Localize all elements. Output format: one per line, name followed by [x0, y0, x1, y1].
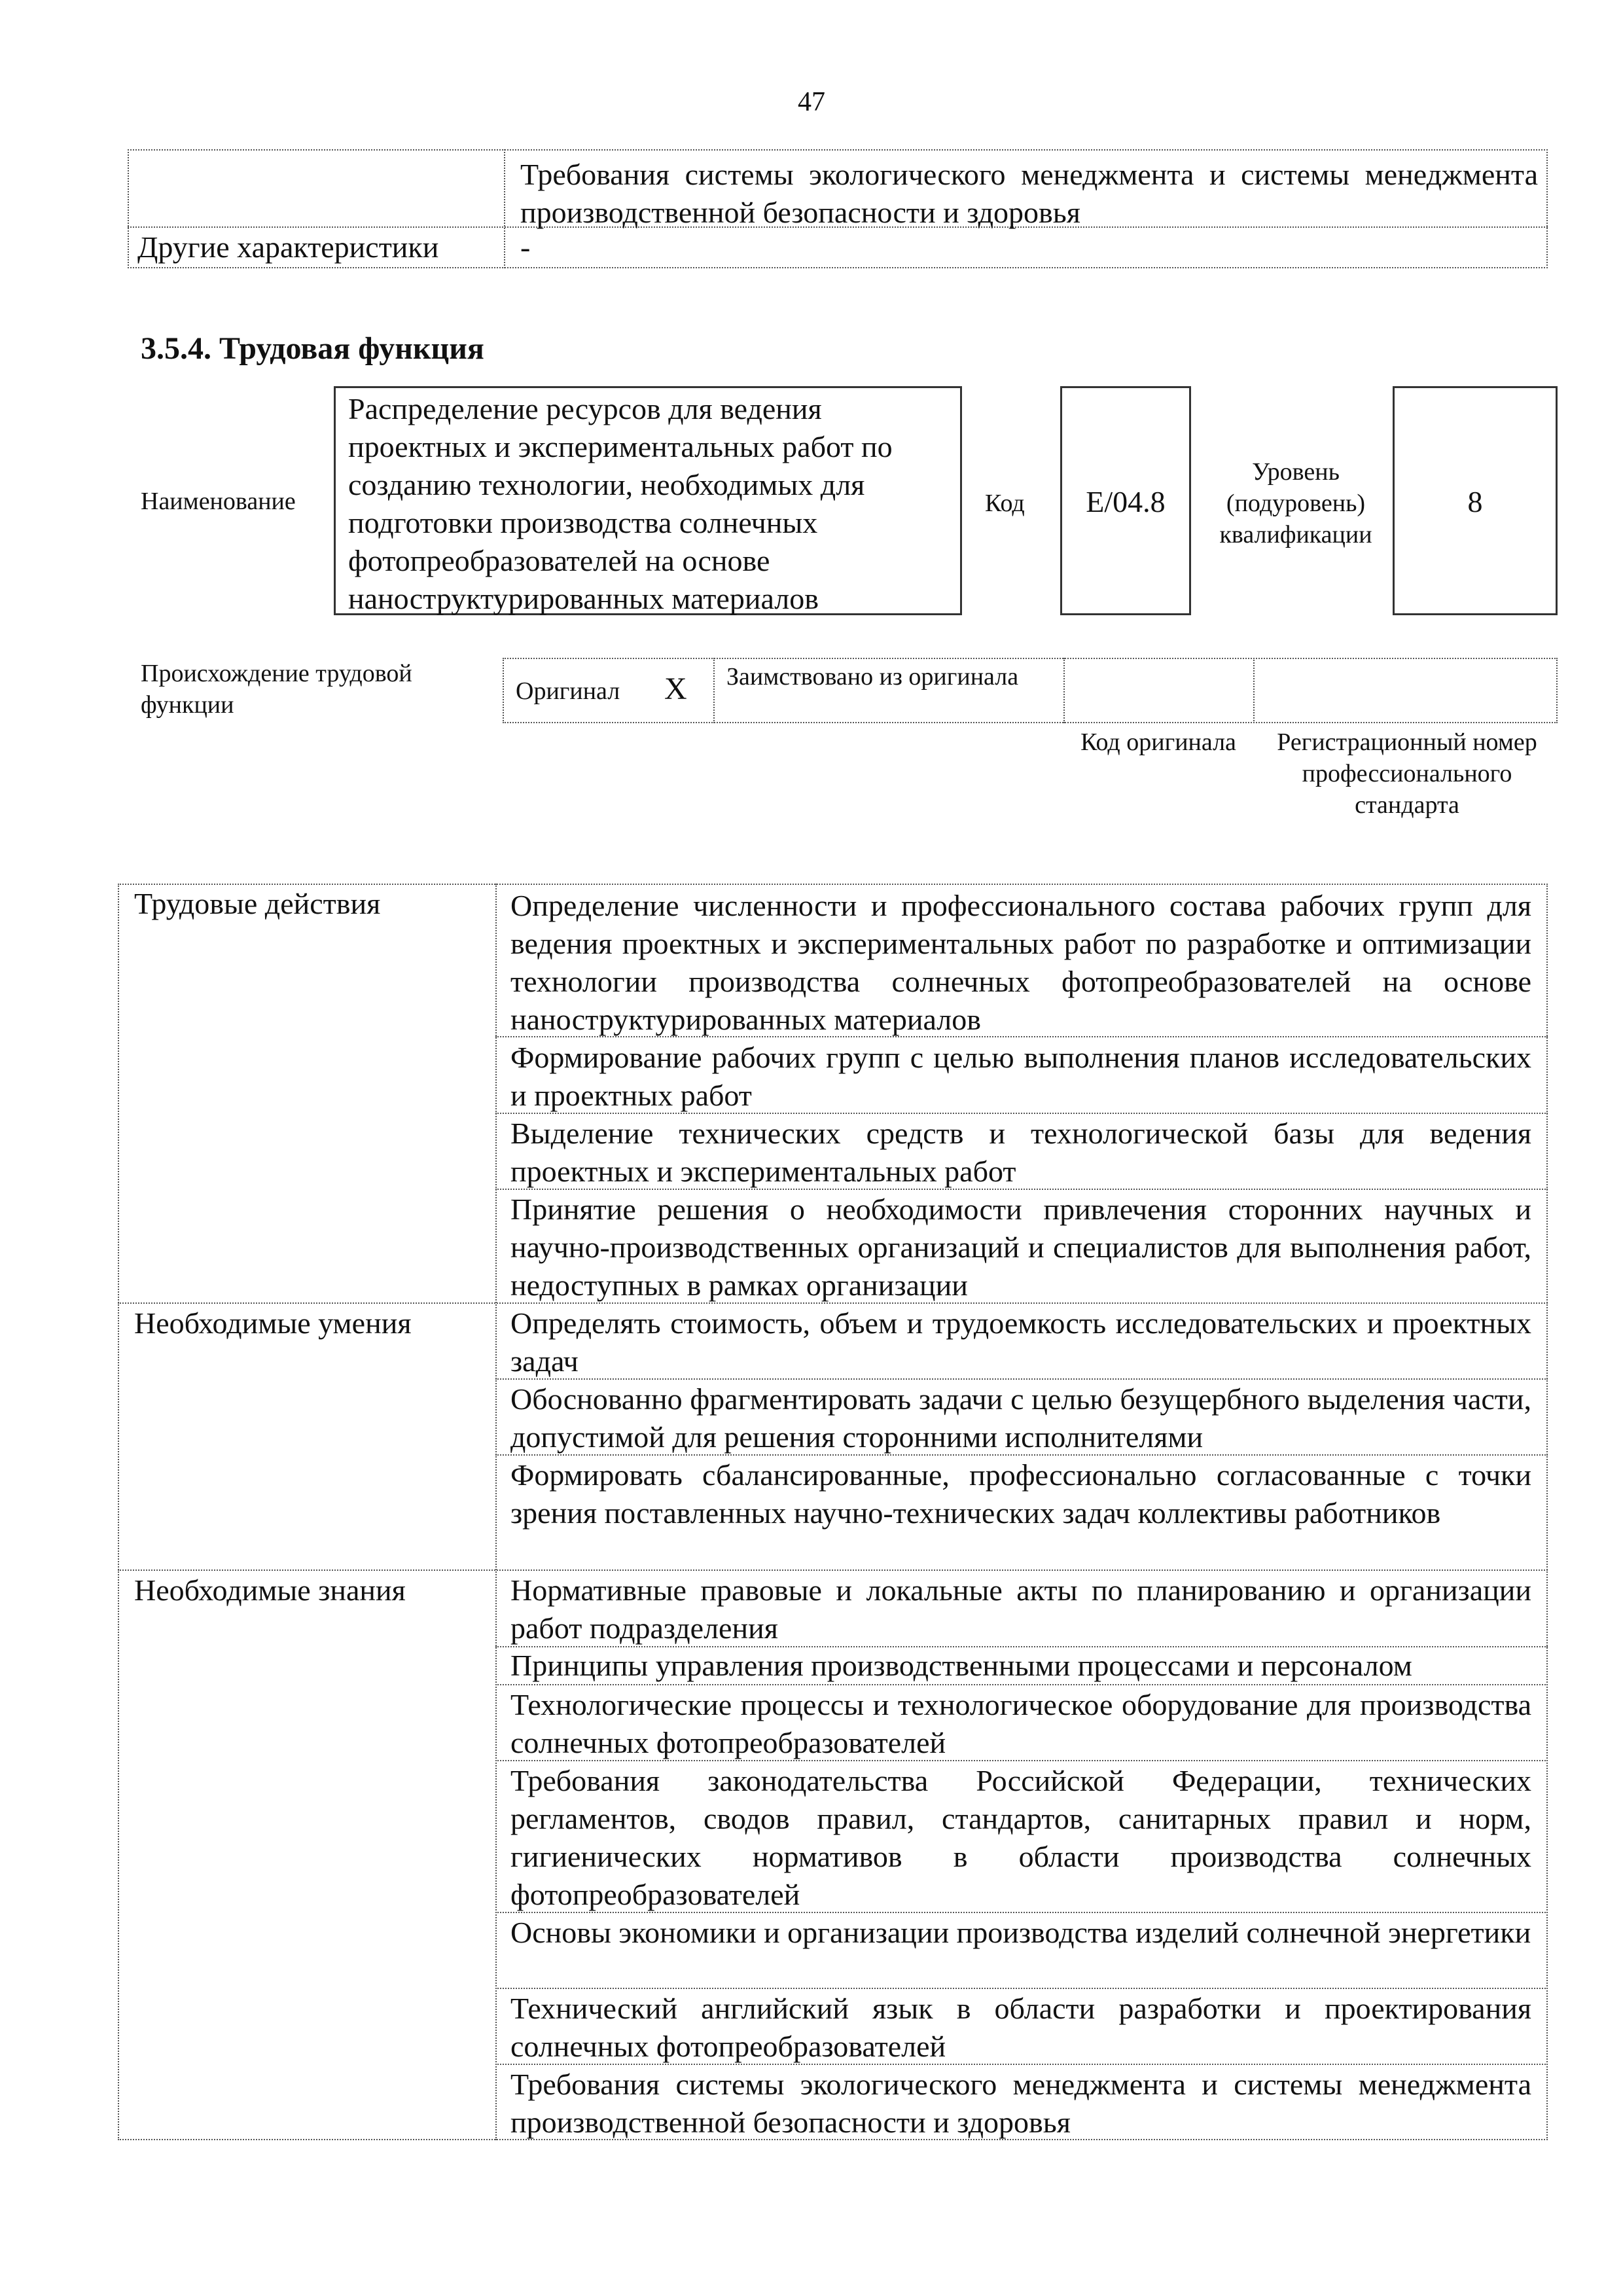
name-label: Наименование [141, 488, 296, 515]
top-table-continued-text: Требования системы экологического менеджмента и системы менеджмента производственной безопасности и здоровья [520, 158, 1538, 229]
skill-item: Формировать сбалансированные, профессионально согласованные с точки зрения поставленных научно-технических задач коллективы работников [510, 1458, 1531, 1530]
code-label: Код [985, 490, 1025, 517]
borrowed-label: Заимствовано из оригинала [726, 663, 1019, 691]
labor-action-item: Принятие решения о необходимости привлечения сторонних научных и научно-производственных организаций и специалистов для выполнения работ, недоступных в рамках организации [510, 1193, 1531, 1302]
knowledge-item: Требования законодательства Российской Федерации, технических регламентов, сводов правил, стандартов, санитарных правил и норм, гигиенических нормативов в области производства солнечных фотопреобразователей [510, 1764, 1531, 1911]
original-label: Оригинал [516, 677, 620, 705]
original-mark: X [664, 672, 687, 706]
origin-label: Происхождение трудовой функции [141, 660, 412, 719]
category-required-knowledge: Необходимые знания [134, 1573, 406, 1607]
skill-item: Определять стоимость, объем и трудоемкость исследовательских и проектных задач [510, 1306, 1531, 1378]
section-heading: 3.5.4. Трудовая функция [141, 331, 484, 366]
knowledge-item: Требования системы экологического менеджмента и системы менеджмента производственной безопасности и здоровья [510, 2068, 1531, 2139]
level-label: Уровень (подуровень) квалификации [1219, 458, 1372, 548]
other-characteristics-label: Другие характеристики [137, 230, 439, 264]
knowledge-item: Основы экономики и организации производства изделий солнечной энергетики [510, 1916, 1531, 1949]
other-characteristics-value: - [520, 230, 531, 264]
labor-action-item: Определение численности и профессионального состава рабочих групп для ведения проектных и экспериментальных работ по разработке и оптимизации технологии производства солнечных фотопреобразователей на основе наноструктурированных материалов [510, 889, 1531, 1036]
page-number: 47 [798, 87, 825, 117]
knowledge-item: Технический английский язык в области разработки и проектирования солнечных фотопреобразователей [510, 1992, 1531, 2063]
level-value: 8 [1467, 485, 1483, 518]
knowledge-item: Нормативные правовые и локальные акты по планированию и организации работ подразделения [510, 1573, 1531, 1645]
knowledge-item: Принципы управления производственными процессами и персоналом [510, 1649, 1412, 1682]
category-labor-actions: Трудовые действия [134, 887, 381, 920]
knowledge-item: Технологические процессы и технологическое оборудование для производства солнечных фотопреобразователей [510, 1688, 1531, 1759]
name-value: Распределение ресурсов для ведения проектных и экспериментальных работ по созданию технологии, необходимых для подготовки производства солнечных фотопреобразователей на основе наноструктурированных материалов [348, 392, 893, 615]
code-value: E/04.8 [1086, 485, 1166, 518]
code-original-label: Код оригинала [1080, 728, 1236, 756]
skill-item: Обоснованно фрагментировать задачи с целью безущербного выделения части, допустимой для решения сторонними исполнителями [510, 1382, 1531, 1454]
labor-action-item: Формирование рабочих групп с целью выполнения планов исследовательских и проектных работ [510, 1041, 1531, 1112]
reg-number-label: Регистрационный номер профессионального стандарта [1277, 728, 1537, 819]
category-required-skills: Необходимые умения [134, 1306, 412, 1340]
labor-action-item: Выделение технических средств и технологической базы для ведения проектных и экспериментальных работ [510, 1117, 1531, 1188]
